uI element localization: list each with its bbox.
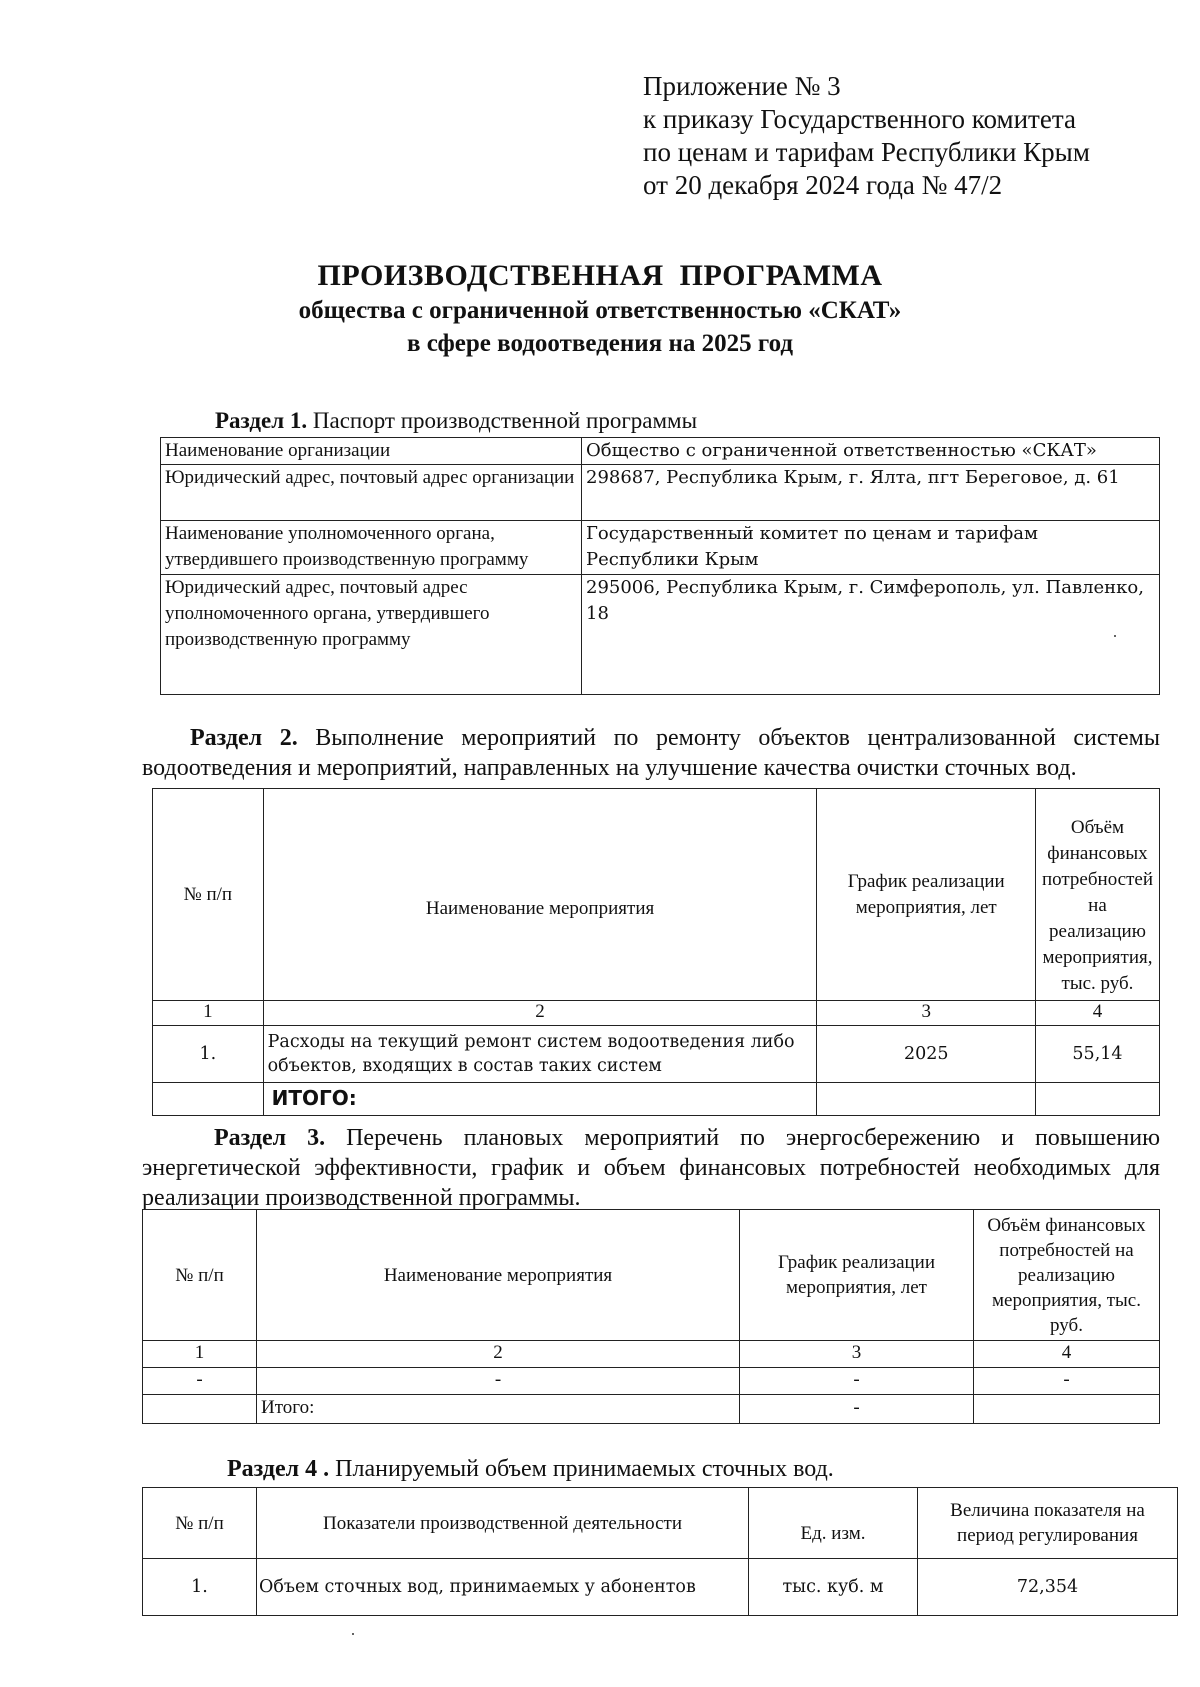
header-volume: Объём финансовых потребностей на реализацию мероприятия, тыс. руб. [1035, 789, 1159, 1001]
document-title [0, 258, 1200, 360]
title-main: ПРОИЗВОДСТВЕННАЯ ПРОГРАММА [317, 259, 883, 292]
passport-table [160, 437, 1160, 695]
total-schedule: - [740, 1395, 974, 1424]
section-4-label: Раздел 4 . [227, 1456, 330, 1482]
table-row [153, 1026, 1160, 1083]
row-num: 1. [153, 1026, 264, 1083]
appendix-line-3: по ценам и тарифам Республики Крым [643, 137, 1090, 167]
section-2-label: Раздел 2. [190, 725, 298, 751]
section-1-label: Раздел 1. [215, 408, 308, 433]
passport-left-cell: Наименование уполномоченного органа, утвердившего производственную программу [161, 521, 582, 575]
table-row [161, 521, 1160, 575]
row-name: - [257, 1368, 740, 1395]
header-unit [749, 1488, 918, 1559]
header-schedule: График реализации мероприятия, лет [740, 1210, 974, 1341]
col-number: 3 [817, 1001, 1036, 1026]
passport-left-cell: Наименование организации [161, 438, 582, 465]
col-number: 4 [974, 1341, 1160, 1368]
section-3-text: Перечень плановых мероприятий по энергосбережению и повышению энергетической эффективности, график и объем финансовых потребностей необходимых для реализации производственной программы. [142, 1125, 1161, 1211]
table-row [161, 575, 1160, 695]
row-unit: тыс. куб. м [749, 1559, 918, 1616]
total-empty [1035, 1083, 1159, 1116]
section-2-text: Выполнение мероприятий по ремонту объектов централизованной системы водоотведения и мероприятий, направленных на улучшение качества очистки сточных вод. [142, 725, 1160, 781]
table-row [161, 465, 1160, 521]
table-header-row [143, 1488, 1178, 1559]
table-row [143, 1368, 1160, 1395]
appendix-line-2: к приказу Государственного комитета [643, 104, 1076, 134]
column-number-row [143, 1341, 1160, 1368]
section-3-label: Раздел 3. [214, 1125, 326, 1151]
col-number: 2 [257, 1341, 740, 1368]
passport-left-cell: Юридический адрес, почтовый адрес уполномоченного органа, утвердившего производственную программу [161, 575, 582, 695]
header-name: Наименование мероприятия [257, 1210, 740, 1341]
col-number: 1 [153, 1001, 264, 1026]
total-empty [974, 1395, 1160, 1424]
header-name [263, 789, 817, 1001]
repair-measures-table [152, 788, 1160, 1116]
header-schedule: График реализации мероприятия, лет [817, 789, 1036, 1001]
row-name: Расходы на текущий ремонт систем водоотведения либо объектов, входящих в состав таких систем [263, 1026, 817, 1083]
section-2-heading [142, 723, 1160, 783]
appendix-header [643, 70, 1163, 202]
header-name-text: Наименование мероприятия [425, 897, 655, 919]
header-num: № п/п [143, 1210, 257, 1341]
appendix-line-1: Приложение № 3 [643, 71, 841, 101]
total-empty [817, 1083, 1036, 1116]
passport-left-cell: Юридический адрес, почтовый адрес организации [161, 465, 582, 521]
header-indicator: Показатели производственной деятельности [257, 1488, 749, 1559]
table-header-row [153, 789, 1160, 1001]
energy-saving-table [142, 1209, 1160, 1424]
total-label: ИТОГО: [263, 1083, 817, 1116]
col-number: 2 [263, 1001, 817, 1026]
table-header-row [143, 1210, 1160, 1341]
passport-right-cell: 298687, Республика Крым, г. Ялта, пгт Береговое, д. 61 [582, 465, 1160, 521]
section-4-text: Планируемый объем принимаемых сточных вод. [335, 1456, 834, 1482]
header-num: № п/п [153, 789, 264, 1001]
title-subtitle-2: в сфере водоотведения на 2025 год [406, 330, 794, 357]
table-row [161, 438, 1160, 465]
header-num: № п/п [143, 1488, 257, 1559]
row-num: 1. [143, 1559, 257, 1616]
total-empty [153, 1083, 264, 1116]
passport-right-cell: Общество с ограниченной ответственностью «СКАТ» [582, 438, 1160, 465]
section-1-text: Паспорт производственной программы [312, 408, 698, 433]
header-value: Величина показателя на период регулирования [918, 1488, 1178, 1559]
total-label: Итого: [257, 1395, 740, 1424]
row-indicator: Объем сточных вод, принимаемых у абонентов [257, 1559, 749, 1616]
section-4-heading [227, 1454, 1127, 1484]
appendix-line-4: от 20 декабря 2024 года № 47/2 [643, 170, 1003, 200]
total-empty [143, 1395, 257, 1424]
table-row [143, 1559, 1178, 1616]
column-number-row [153, 1001, 1160, 1026]
passport-right-cell: Государственный комитет по ценам и тарифам Республики Крым [582, 521, 1160, 575]
row-volume: 55,14 [1035, 1026, 1159, 1083]
wastewater-volume-table [142, 1487, 1178, 1616]
passport-right-cell: 295006, Республика Крым, г. Симферополь, ул. Павленко, 18 [582, 575, 1160, 695]
total-row [153, 1083, 1160, 1116]
row-volume: - [974, 1368, 1160, 1395]
row-schedule: - [740, 1368, 974, 1395]
row-num: - [143, 1368, 257, 1395]
title-subtitle-1: общества с ограниченной ответственностью «СКАТ» [298, 297, 902, 324]
col-number: 1 [143, 1341, 257, 1368]
scan-speck [1114, 635, 1116, 637]
section-3-heading [142, 1123, 1160, 1213]
section-1-heading [215, 406, 1115, 436]
header-unit-text: Ед. изм. [800, 1522, 866, 1544]
total-row [143, 1395, 1160, 1424]
col-number: 4 [1035, 1001, 1159, 1026]
scan-speck [352, 1633, 354, 1635]
row-value: 72,354 [918, 1559, 1178, 1616]
row-schedule: 2025 [817, 1026, 1036, 1083]
col-number: 3 [740, 1341, 974, 1368]
header-volume: Объём финансовых потребностей на реализацию мероприятия, тыс. руб. [974, 1210, 1160, 1341]
